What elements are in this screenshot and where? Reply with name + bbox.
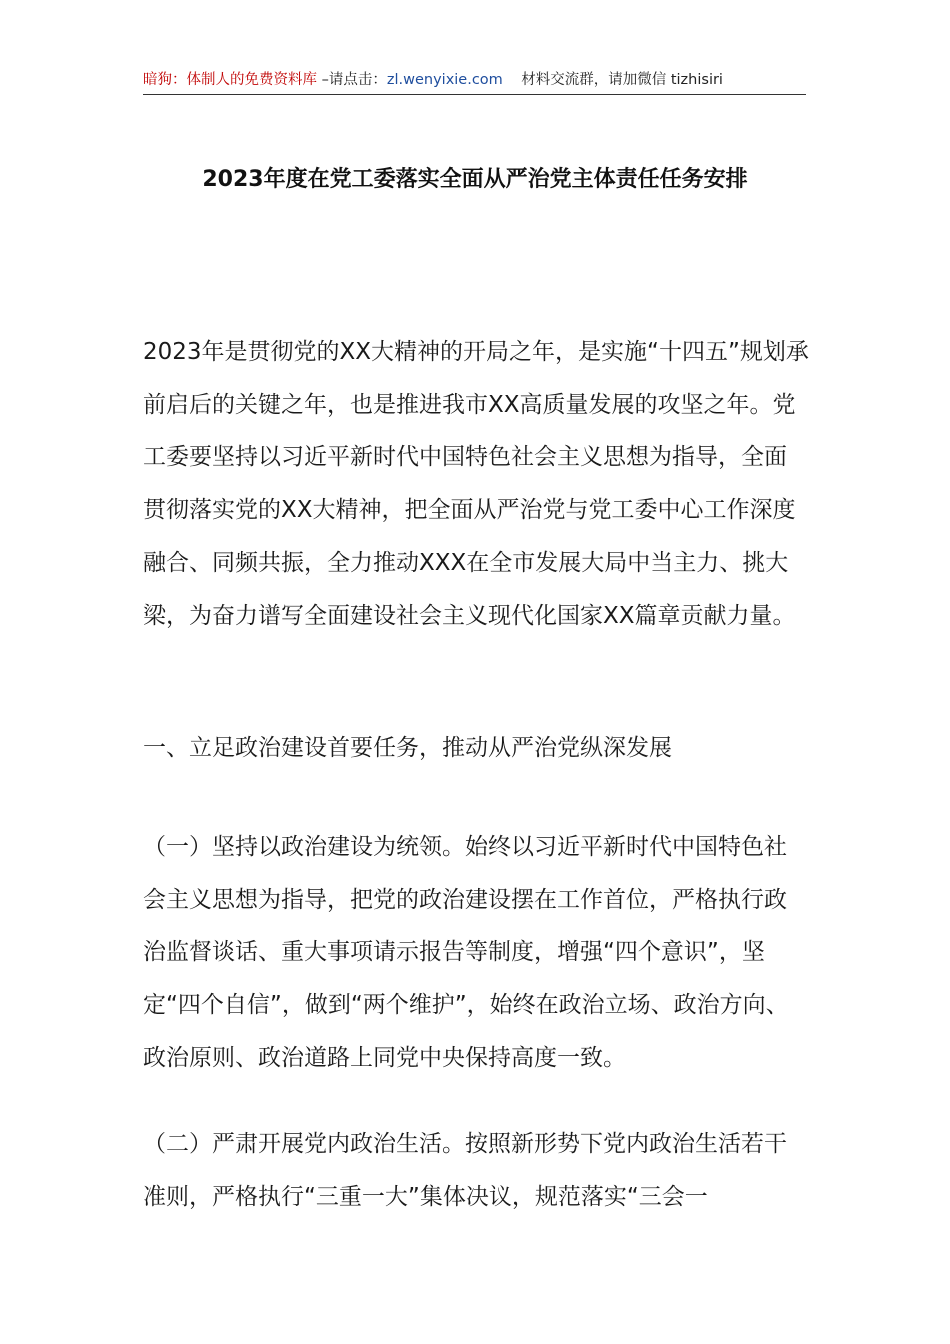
header-url-link[interactable]: zl.wenyixie.com [386, 72, 503, 88]
section-1-paragraph: （一）坚持以政治建设为统领。始终以习近平新时代中国特色社会主义思想为指导，把党的政治建设摆在工作首位，严格执行政治监督谈话、重大事项请示报告等制度，增强“四个意识”，坚定“四个自信”，做到“两个维护”，始终在政治立场、政治方向、政治原则、政治道路上同党中央保持高度一致。 [143, 834, 789, 1071]
section-2-paragraph: （二）严肃开展党内政治生活。按照新形势下党内政治生活若干准则，严格执行“三重一大”集体决议，规范落实“三会一 [143, 1131, 787, 1210]
page-header [143, 66, 806, 95]
header-click-prompt: –请点击： [317, 72, 387, 88]
header-site-name: 暗狗：体制人的免费资料库 [143, 72, 317, 88]
document-title: 2023年度在党工委落实全面从严治党主体责任任务安排 [202, 167, 748, 192]
header-contact-text: 材料交流群，请加微信 tizhisiri [521, 72, 723, 88]
intro-paragraph: 2023年是贯彻党的XX大精神的开局之年，是实施“十四五”规划承前启后的关键之年，也是推进我市XX高质量发展的攻坚之年。党工委要坚持以习近平新时代中国特色社会主义思想为指导，全面贯彻落实党的XX大精神，把全面从严治党与党工委中心工作深度融合、同频共振，全力推动XXX在全市发展大局中当主力、挑大梁，为奋力谱写全面建设社会主义现代化国家XX篇章贡献力量。 [143, 339, 809, 629]
section-heading-1: 一、立足政治建设首要任务，推动从严治党纵深发展 [143, 735, 672, 761]
